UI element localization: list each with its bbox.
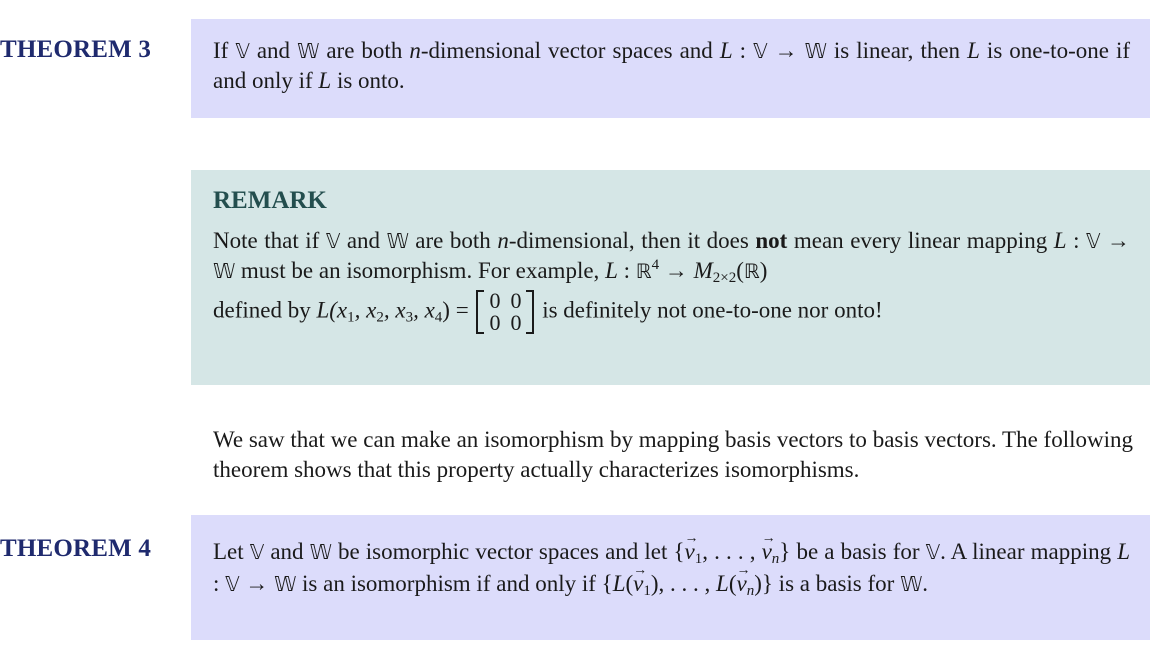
theorem-4-text: Let 𝕍 and 𝕎 be isomorphic vector spaces and let {→ $v_1$, . . . , → $v_n$} be a basis for 𝕍. A linear mapping L : 𝕍 → 𝕎 is an isomorphism if and only if {$L(\to v_1)$, . . . , $L(\to v_n)$} is a basis for 𝕎. <box>213 539 1130 596</box>
remark-definition-line: defined by $L(x_1$, $x_2$, $x_3$, $x_4$) = 0 0 0 0 is definitely not one-to-one nor onto! <box>213 288 883 335</box>
remark-box <box>191 170 1150 385</box>
body-paragraph: We saw that we can make an isomorphism by mapping basis vectors to basis vectors. The following theorem shows that this property actually characterizes isomorphisms. <box>213 427 1133 482</box>
zero-matrix <box>476 290 534 334</box>
matrix-cell: 0 <box>489 310 501 335</box>
matrix-cell: 0 <box>510 288 522 313</box>
remark-title: REMARK <box>213 187 327 214</box>
matrix-cell: 0 <box>489 288 501 313</box>
theorem-3-label: THEOREM 3 <box>0 36 152 63</box>
theorem-4-box <box>191 515 1150 640</box>
matrix-cell: 0 <box>510 310 522 335</box>
theorem-3-box <box>191 19 1150 118</box>
remark-text: Note that if 𝕍 and 𝕎 are both n-dimensional, then it does not mean every linear mapping L : 𝕍 → 𝕎 must be an isomorphism. For example, L : ℝ$^4$ → $M_{2\times 2}(ℝ)$ <box>213 228 1131 286</box>
theorem-3-text: If 𝕍 and 𝕎 are both n-dimensional vector spaces and L : 𝕍 → 𝕎 is linear, then L is one-to-one if and only if L is onto. <box>213 38 1131 93</box>
theorem-4-label: THEOREM 4 <box>0 535 152 562</box>
